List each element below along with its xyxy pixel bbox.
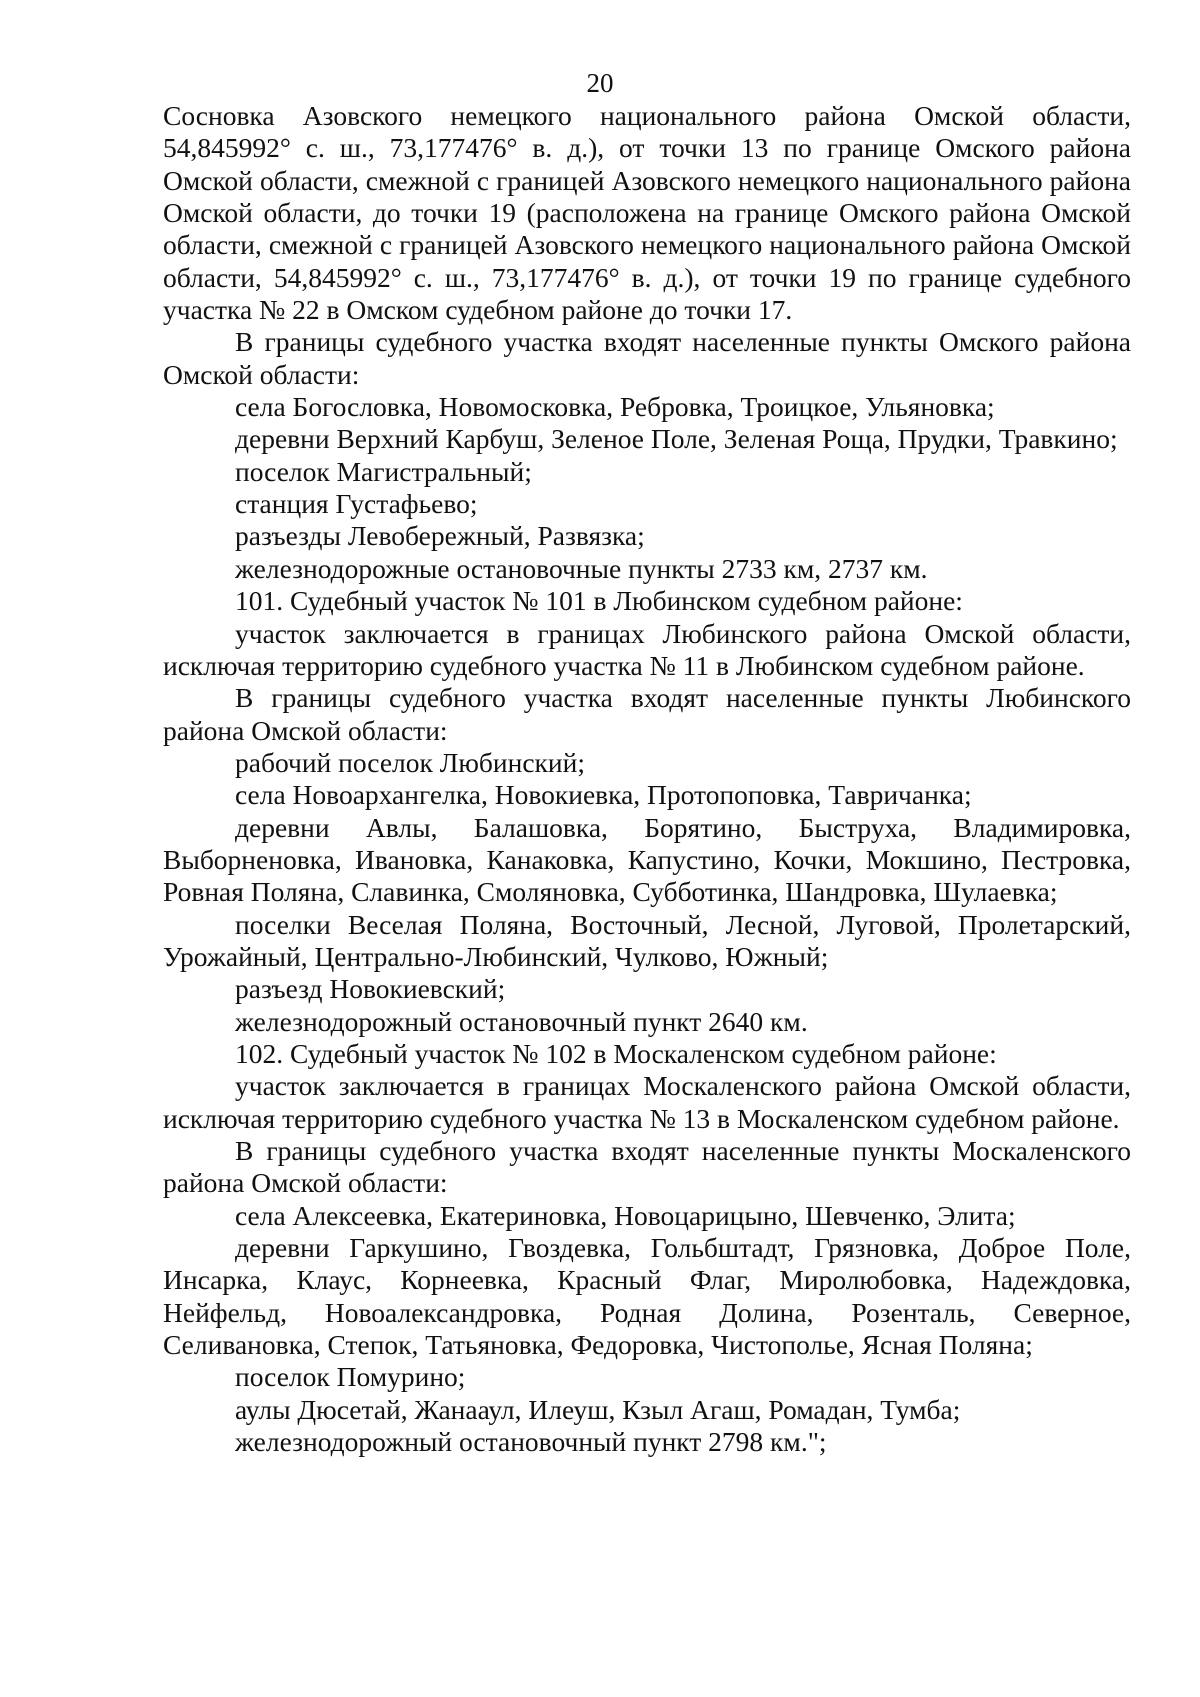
paragraph-moskalensky-villages: села Алексеевка, Екатериновка, Новоцарицыно, Шевченко, Элита; bbox=[235, 1199, 1016, 1231]
paragraph-moskalensky-settlement: поселок Помурино; bbox=[235, 1361, 466, 1393]
paragraph-section-101-boundaries: участок заключается в границах Любинского района Омской области, исключая территорию судебного участка № 11 в Любинском судебном районе. bbox=[163, 617, 1131, 681]
paragraph-moskalensky-settlements-intro: В границы судебного участка входят населенные пункты Москаленского района Омской области: bbox=[163, 1135, 1131, 1199]
paragraph-lyubinsky-hamlets: деревни Авлы, Балашовка, Борятино, Быструха, Владимировка, Выборненовка, Ивановка, Канаковка, Капустино, Кочки, Мокшино, Пестровка, Ровная Поляна, Славинка, Смоляновка, Субботинка, Шандровка, Шулаевка; bbox=[163, 811, 1131, 908]
document-body bbox=[163, 100, 1131, 1458]
paragraph-lyubinsky-siding: разъезд Новокиевский; bbox=[235, 973, 506, 1005]
paragraph-omsk-settlements-intro: В границы судебного участка входят населенные пункты Омского района Омской области: bbox=[163, 326, 1131, 390]
paragraph-omsk-settlement: поселок Магистральный; bbox=[235, 455, 532, 487]
paragraph-omsk-hamlets: деревни Верхний Карбуш, Зеленое Поле, Зеленая Роща, Прудки, Травкино; bbox=[235, 423, 1118, 455]
paragraph-continuation: Сосновка Азовского немецкого национального района Омской области, 54,845992° с. ш., 73,177476° в. д.), от точки 13 по границе Омского района Омской области, смежной с границей Азовского немецкого национального района Омской области, до точки 19 (расположена на границе Омского района Омской области, смежной с границей Азовского немецкого национального района Омской области, 54,845992° с. ш., 73,177476° в. д.), от точки 19 по границе судебного участка № 22 в Омском судебном районе до точки 17. bbox=[163, 100, 1131, 326]
paragraph-moskalensky-railway-stop: железнодорожный остановочный пункт 2798 км."; bbox=[235, 1426, 827, 1458]
paragraph-moskalensky-hamlets: деревни Гаркушино, Гвоздевка, Гольбштадт, Грязновка, Доброе Поле, Инсарка, Клаус, Корнеевка, Красный Флаг, Миролюбовка, Надеждовка, Нейфельд, Новоалександровка, Родная Долина, Розенталь, Северное, Селивановка, Степок, Татьяновка, Федоровка, Чистополье, Ясная Поляна; bbox=[163, 1232, 1131, 1361]
paragraph-omsk-villages: села Богословка, Новомосковка, Ребровка, Троицкое, Ульяновка; bbox=[235, 391, 995, 423]
paragraph-moskalensky-auls: аулы Дюсетай, Жанааул, Илеуш, Кзыл Агаш, Ромадан, Тумба; bbox=[235, 1393, 961, 1425]
paragraph-lyubinsky-settlements: поселки Веселая Поляна, Восточный, Лесной, Луговой, Пролетарский, Урожайный, Центрально-Любинский, Чулково, Южный; bbox=[163, 908, 1131, 972]
paragraph-section-102-boundaries: участок заключается в границах Москаленского района Омской области, исключая территорию судебного участка № 13 в Москаленском судебном районе. bbox=[163, 1070, 1131, 1134]
paragraph-lyubinsky-workers-settlement: рабочий поселок Любинский; bbox=[235, 746, 585, 778]
paragraph-omsk-sidings: разъезды Левобережный, Развязка; bbox=[235, 520, 645, 552]
paragraph-section-101-heading: 101. Судебный участок № 101 в Любинском судебном районе: bbox=[235, 585, 963, 617]
paragraph-lyubinsky-railway-stop: железнодорожный остановочный пункт 2640 км. bbox=[235, 1005, 808, 1037]
paragraph-omsk-railway-stops: железнодорожные остановочные пункты 2733 км, 2737 км. bbox=[235, 552, 928, 584]
paragraph-omsk-station: станция Густафьево; bbox=[235, 488, 478, 520]
paragraph-lyubinsky-villages: села Новоархангелка, Новокиевка, Протопоповка, Тавричанка; bbox=[235, 779, 972, 811]
paragraph-section-102-heading: 102. Судебный участок № 102 в Москаленском судебном районе: bbox=[235, 1037, 997, 1069]
paragraph-lyubinsky-settlements-intro: В границы судебного участка входят населенные пункты Любинского района Омской области: bbox=[163, 682, 1131, 746]
page-number: 20 bbox=[586, 68, 614, 98]
